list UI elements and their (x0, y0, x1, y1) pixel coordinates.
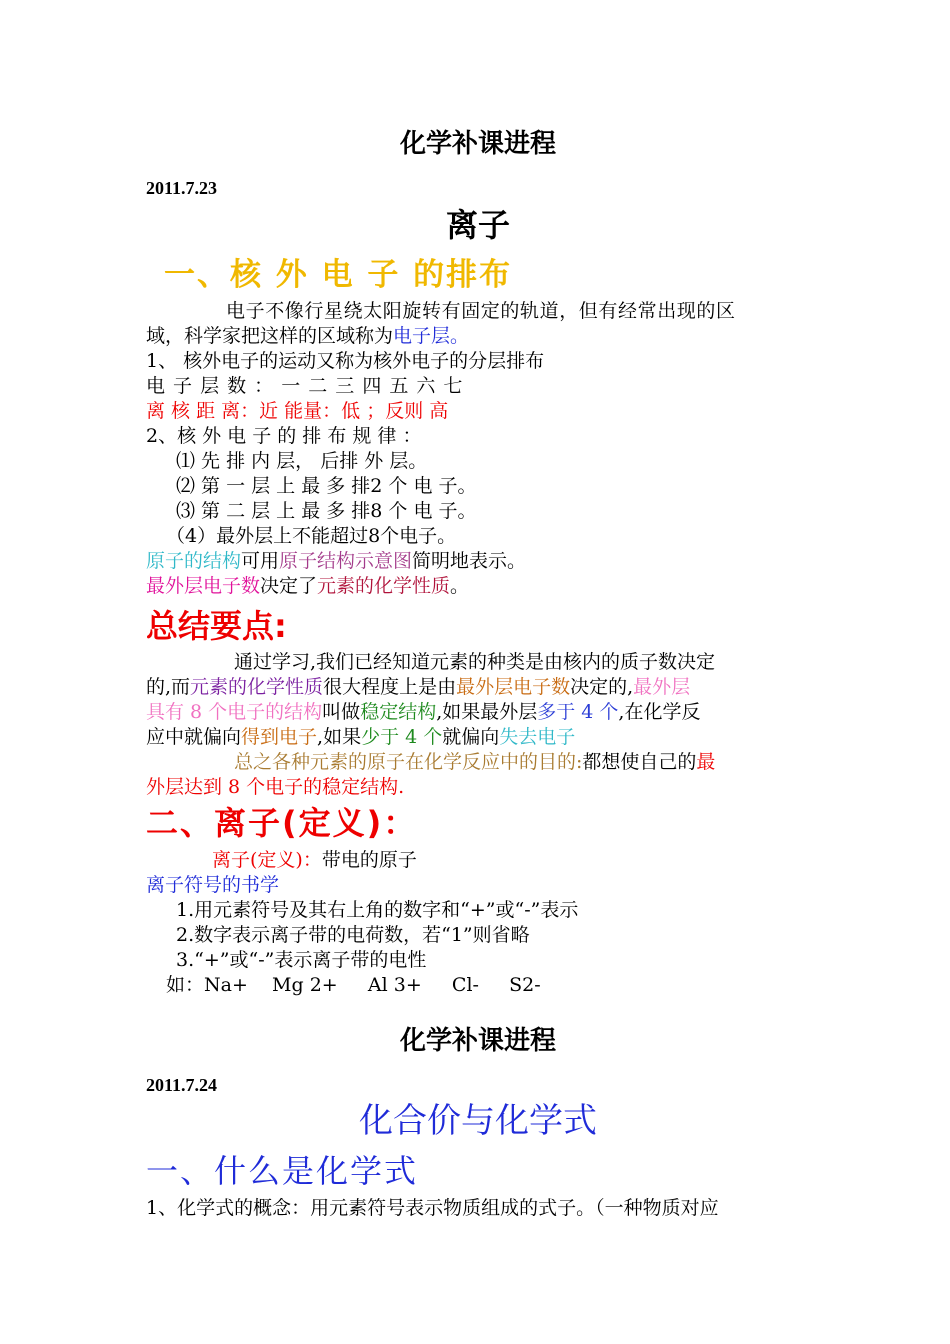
paragraph-line: 电子不像行星绕太阳旋转有固定的轨道，但有经常出现的区 (226, 300, 736, 322)
list-item: 离 核 距 离：近 能量：低 ；反则 高 (146, 400, 449, 422)
symbol-rule: 3.“+”或“-”表示离子带的电性 (176, 949, 427, 971)
list-item: 1、化学式的概念：用元素符号表示物质组成的式子。（一种物质对应 (146, 1197, 719, 1219)
header-title: 化学补课进程 (399, 129, 556, 159)
rule-item: ⑶ 第 二 层 上 最 多 排8 个 电 子。 (176, 500, 477, 522)
summary-line: 具有 8 个电子的结构叫做稳定结构,如果最外层多于 4 个,在化学反 (146, 701, 701, 723)
header-title: 化学补课进程 (399, 1026, 556, 1056)
summary-line: 总之各种元素的原子在化学反应中的目的:都想使自己的最 (234, 751, 716, 773)
section-title-ion-definition: 二、离子(定义)： (146, 804, 418, 842)
list-item: 电 子 层 数 ： 一 二 三 四 五 六 七 (146, 375, 464, 397)
structure-line: 原子的结构可用原子结构示意图简明地表示。 (146, 550, 527, 572)
rule-item: ⑴ 先 排 内 层， 后排 外 层。 (176, 450, 428, 472)
list-item: 1、 核外电子的运动又称为核外电子的分层排布 (146, 350, 545, 372)
outer-shell-line: 最外层电子数决定了元素的化学性质。 (146, 575, 470, 597)
symbol-rule: 2.数字表示离子带的电荷数，若“1”则省略 (176, 924, 530, 946)
topic-title: 化合价与化学式 (359, 1101, 597, 1141)
lesson-date: 2011.7.23 (146, 178, 218, 198)
topic-title: 离子 (445, 206, 510, 244)
lesson-date: 2011.7.24 (146, 1075, 218, 1095)
summary-line: 通过学习,我们已经知道元素的种类是由核内的质子数决定 (234, 651, 716, 673)
summary-title: 总结要点: (146, 607, 287, 645)
rule-item: （4）最外层上不能超过8个电子。 (166, 525, 457, 547)
section-title-electron-arrangement: 一、核 外 电 子 的排布 (164, 257, 513, 293)
summary-line: 外层达到 8 个电子的稳定结构. (146, 776, 405, 798)
symbol-rule: 1.用元素符号及其右上角的数字和“+”或“-”表示 (176, 899, 579, 921)
summary-line: 应中就偏向得到电子,如果少于 4 个就偏向失去电子 (146, 726, 576, 748)
ion-examples: 如：Na+ Mg 2+ Al 3+ Cl- S2- (166, 974, 541, 996)
section-title-chemical-formula: 一、什么是化学式 (146, 1152, 419, 1190)
term-electron-shell: 电子层。 (393, 325, 470, 347)
symbol-title: 离子符号的书学 (146, 874, 280, 896)
list-item: 2、核 外 电 子 的 排 布 规 律 ： (146, 425, 422, 447)
summary-line: 的,而元素的化学性质很大程度上是由最外层电子数决定的,最外层 (146, 676, 691, 698)
definition-line: 离子(定义)：带电的原子 (212, 849, 417, 871)
rule-item: ⑵ 第 一 层 上 最 多 排2 个 电 子。 (176, 475, 477, 497)
paragraph-line: 域，科学家把这样的区域称为电子层。 (146, 325, 470, 347)
